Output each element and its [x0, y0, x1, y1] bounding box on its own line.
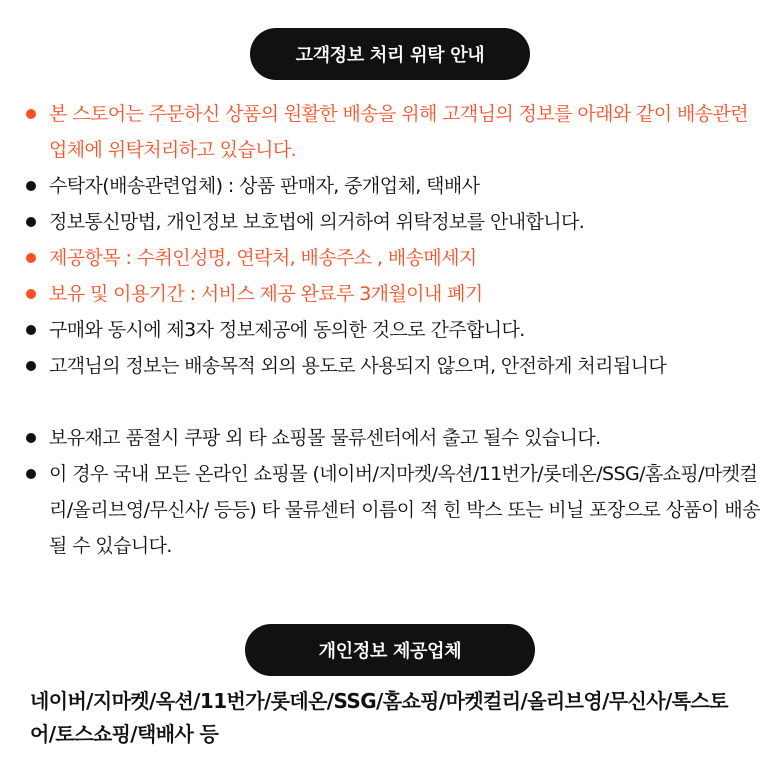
- bullet-icon: [26, 325, 36, 335]
- bullet-icon: [26, 361, 36, 371]
- bullet-icon: [26, 109, 36, 119]
- bullet-icon: [26, 289, 36, 299]
- bullet-icon: [26, 217, 36, 227]
- bullet-icon: [26, 181, 36, 191]
- notice-text: 고객님의 정보는 배송목적 외의 용도로 사용되지 않으며, 안전하게 처리됩니다: [49, 355, 667, 377]
- list-item: [22, 348, 762, 384]
- partners-title-badge: [245, 624, 535, 676]
- notice-text: 정보통신망법, 개인정보 보호법에 의거하여 위탁정보를 안내합니다.: [49, 211, 585, 233]
- notice-text: 구매와 동시에 제3자 정보제공에 동의한 것으로 간주합니다.: [49, 319, 525, 341]
- notice-text: 보유 및 이용기간 : 서비스 제공 완료루 3개월이내 폐기: [49, 283, 483, 305]
- list-item: [22, 276, 762, 312]
- notice-title-badge: [250, 28, 530, 80]
- notice-list: [22, 96, 762, 564]
- partners-title: 개인정보 제공업체: [318, 641, 462, 662]
- bullet-icon: [26, 253, 36, 263]
- list-item: [22, 204, 762, 240]
- list-item: [22, 420, 762, 456]
- list-item: [22, 96, 762, 168]
- list-item: [22, 240, 762, 276]
- notice-title: 고객정보 처리 위탁 안내: [295, 45, 485, 66]
- bullet-icon: [26, 433, 36, 443]
- list-item: [22, 456, 762, 564]
- partners-list: 네이버/지마켓/옥션/11번가/롯데온/SSG/홈쇼핑/마켓컬리/올리브영/무신사/톡스토어/토스쇼핑/택배사 등: [30, 689, 728, 746]
- list-item: [22, 312, 762, 348]
- notice-text: 보유재고 품절시 쿠팡 외 타 쇼핑몰 물류센터에서 출고 될수 있습니다.: [49, 427, 601, 449]
- notice-text: 본 스토어는 주문하신 상품의 원활한 배송을 위해 고객님의 정보를 아래와 같이 배송관련 업체에 위탁처리하고 있습니다.: [49, 103, 748, 161]
- notice-text: 제공항목 : 수취인성명, 연락처, 배송주소 , 배송메세지: [49, 247, 477, 269]
- bullet-icon: [26, 469, 36, 479]
- notice-text: 수탁자(배송관련업체) : 상품 판매자, 중개업체, 택배사: [49, 175, 480, 197]
- list-item: [22, 168, 762, 204]
- notice-text: 이 경우 국내 모든 온라인 쇼핑몰 (네이버/지마켓/옥션/11번가/롯데온/SSG/홈쇼핑/마켓컬리/올리브영/무신사/ 등등) 타 물류센터 이름이 적 힌 박스 또는 비닐 포장으로 상품이 배송될 수 있습니다.: [49, 463, 760, 557]
